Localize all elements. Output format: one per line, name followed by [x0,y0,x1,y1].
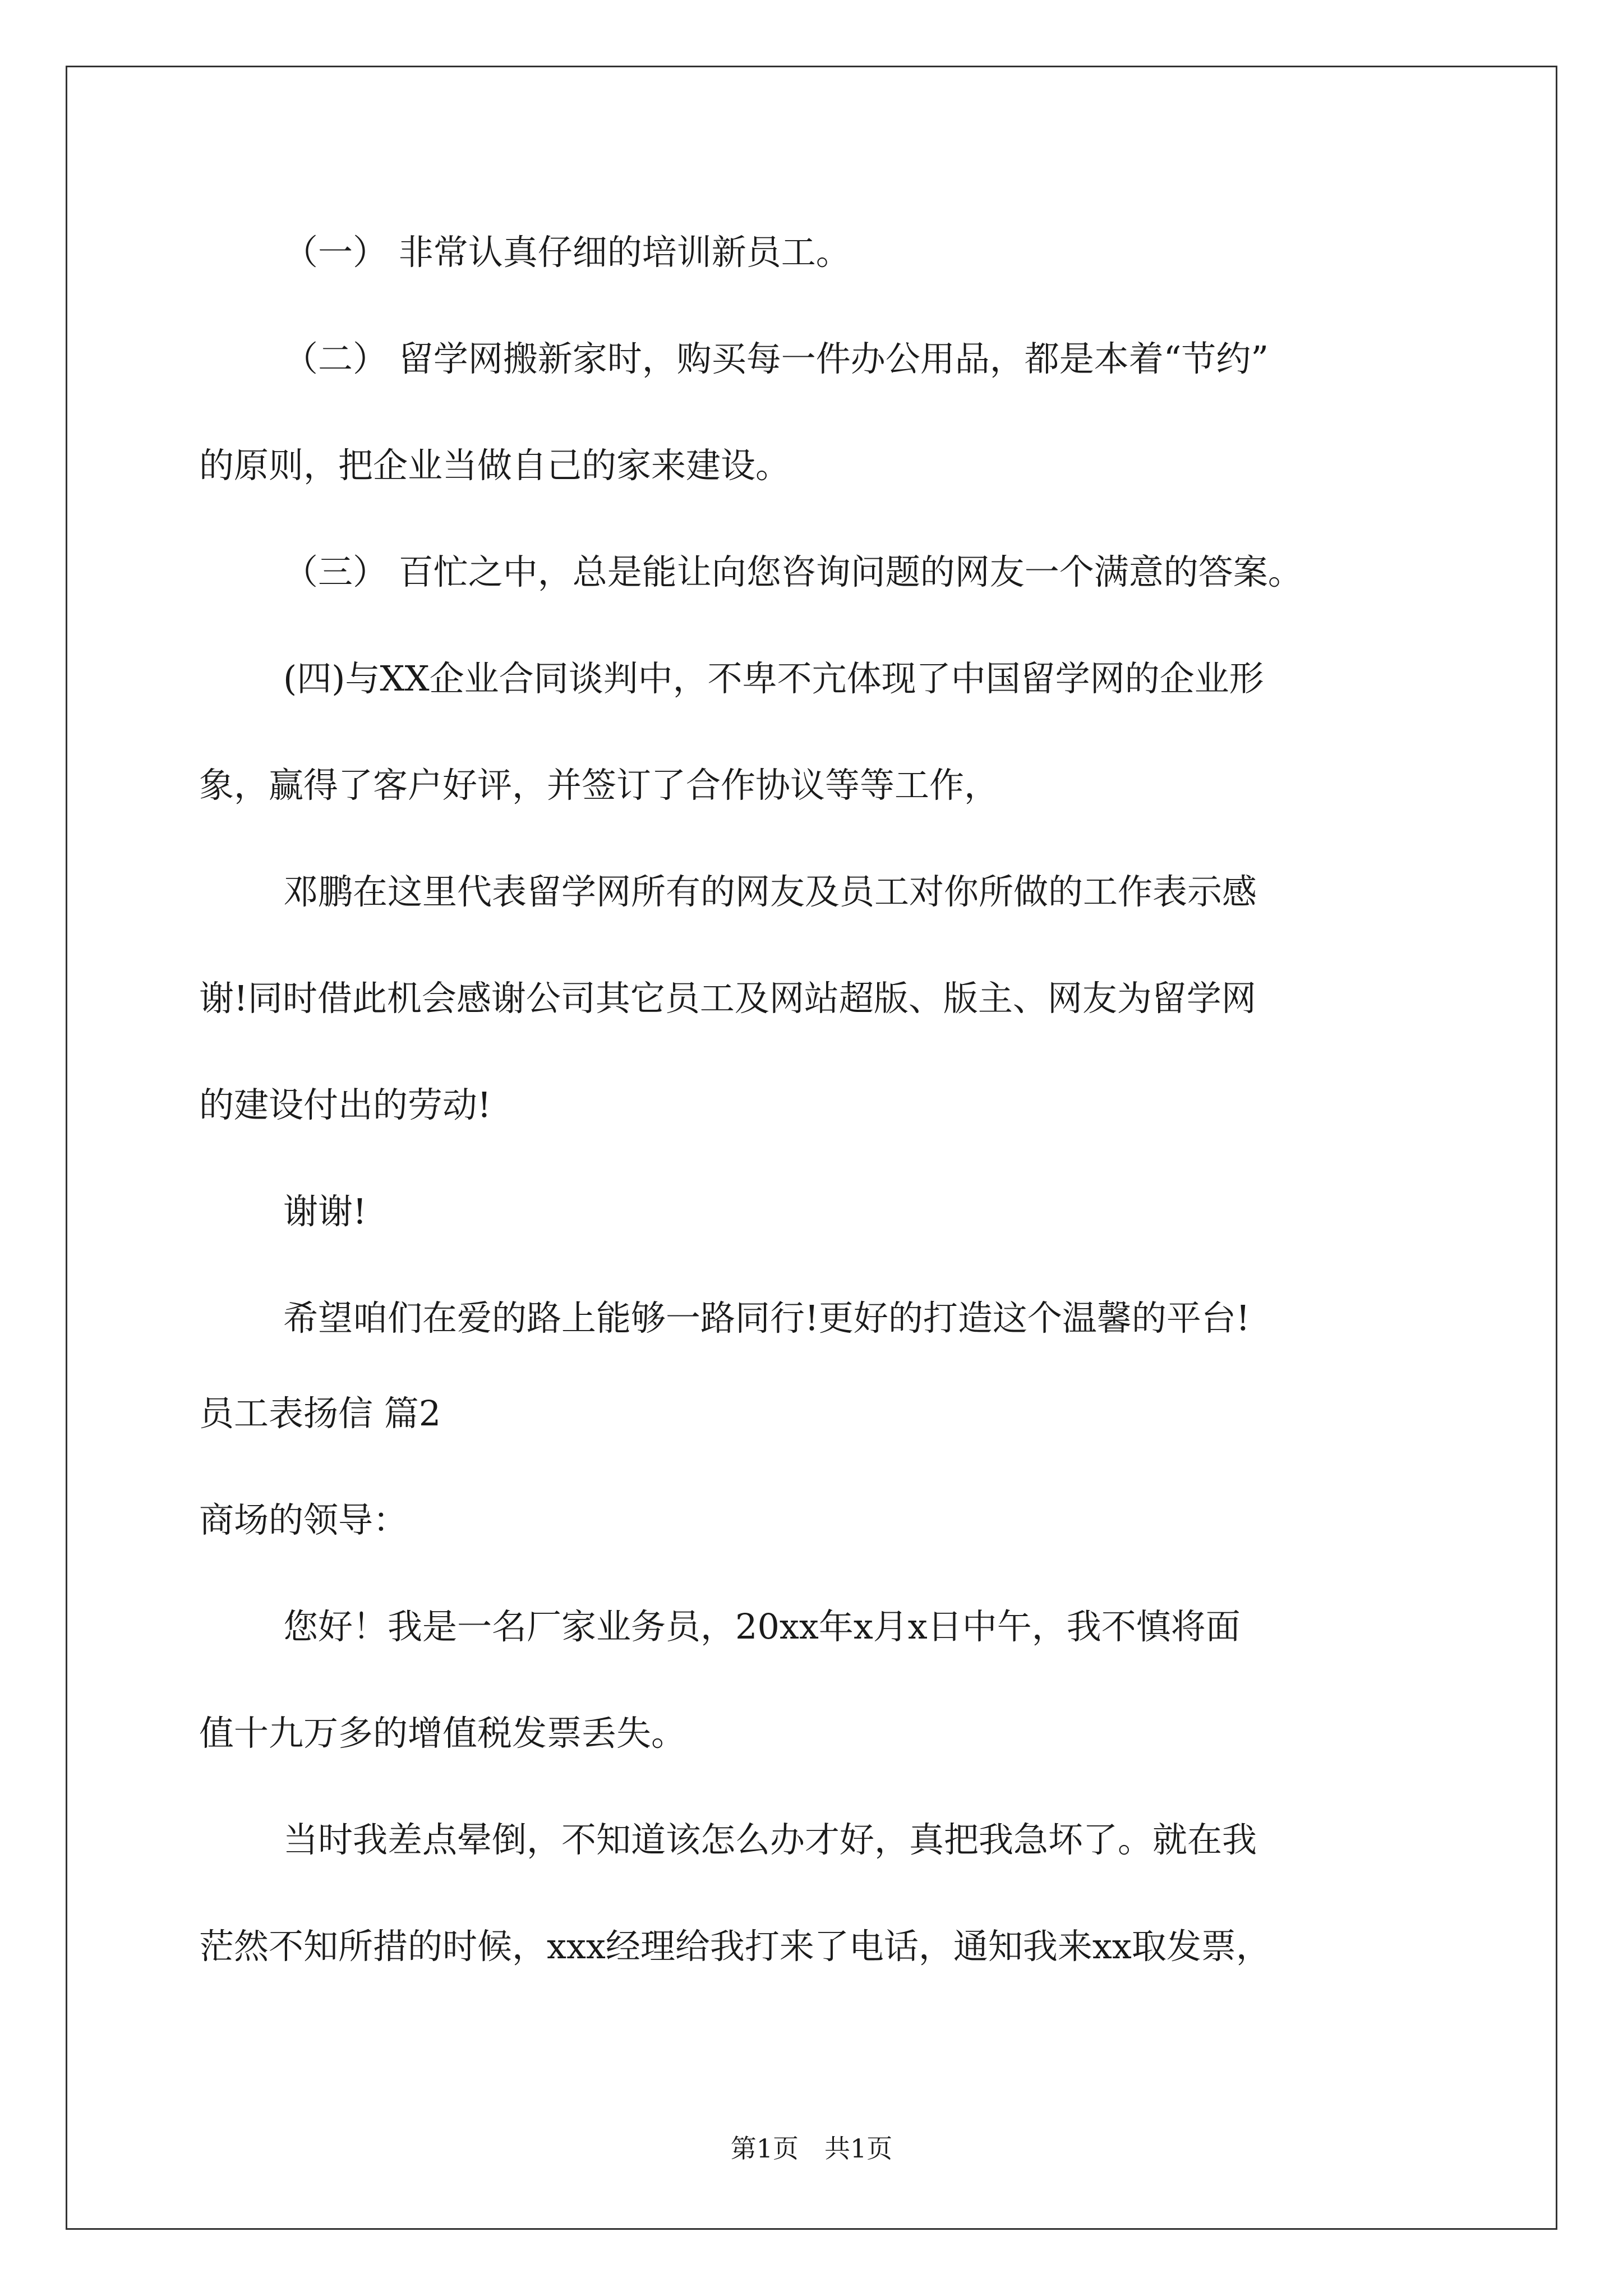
paragraph-6-line-1: 您好！我是一名厂家业务员，20xx年x月x日中午，我不慎将面 [283,1606,1241,1647]
paragraph-7-line-1: 当时我差点晕倒，不知道该怎么办才好，真把我急坏了。就在我 [283,1819,1257,1860]
paragraph-hope: 希望咱们在爱的路上能够一路同行!更好的打造这个温馨的平台! [283,1297,1250,1338]
paragraph-4-line-1: (四)与XX企业合同谈判中，不卑不亢体现了中国留学网的企业形 [283,658,1264,699]
paragraph-4-line-2: 象，赢得了客户好评，并签订了合作协议等等工作， [199,765,999,806]
paragraph-7-line-2: 茫然不知所措的时候，xxx经理给我打来了电话，通知我来xx取发票， [199,1926,1271,1967]
paragraph-5-line-1: 邓鹏在这里代表留学网所有的网友及员工对你所做的工作表示感 [283,871,1257,912]
paragraph-thanks: 谢谢! [283,1191,367,1232]
paragraph-6-line-2: 值十九万多的增值税发票丢失。 [199,1713,686,1754]
paragraph-1: （一） 非常认真仔细的培训新员工。 [283,232,851,273]
paragraph-2-line-1: （二） 留学网搬新家时，购买每一件办公用品，都是本着“节约” [283,338,1269,379]
paragraph-5-line-3: 的建设付出的劳动! [199,1084,491,1125]
page-frame [66,66,1557,2230]
section-heading: 员工表扬信 篇2 [199,1393,441,1434]
page-footer: 第1页 共1页 [730,2133,893,2164]
salutation: 商场的领导： [199,1499,408,1540]
paragraph-2-line-2: 的原则，把企业当做自己的家来建设。 [199,445,791,486]
paragraph-5-line-2: 谢!同时借此机会感谢公司其它员工及网站超版、版主、网友为留学网 [199,978,1256,1019]
paragraph-3: （三） 百忙之中，总是能让向您咨询问题的网友一个满意的答案。 [283,551,1303,592]
